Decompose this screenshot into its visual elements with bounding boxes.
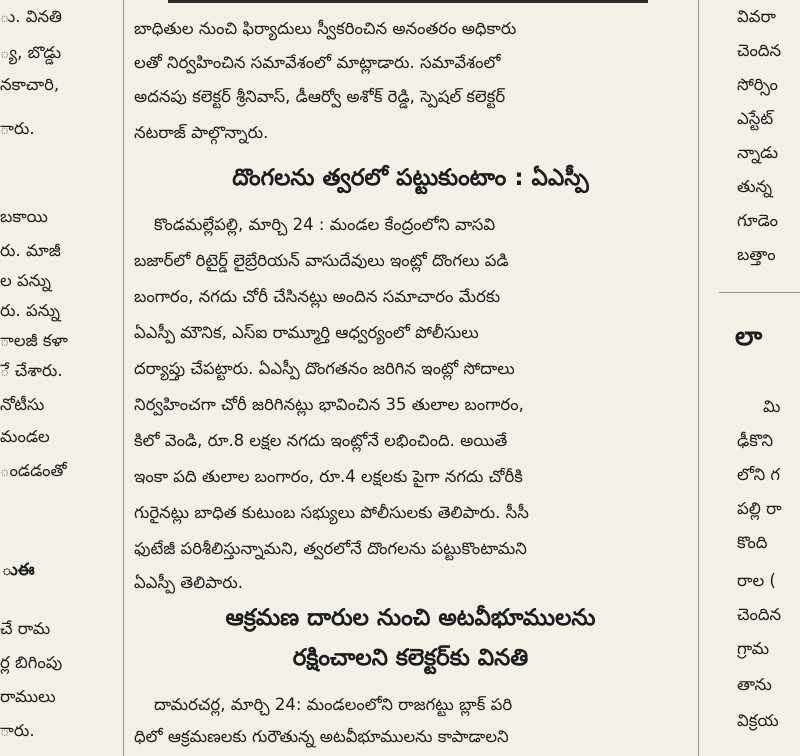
article1-text-line: కిలో వెండి, రూ.8 లక్షల నగదు ఇంట్లోనే లభించింది. అయితే (134, 431, 508, 450)
right-text-line: తాను (737, 675, 772, 694)
right-text-line: గ్రామ (737, 639, 770, 658)
article1-text-line: బంగారం, నగదు చోరీ చేసినట్లు అందిన సమాచారం మేరకు (134, 287, 501, 306)
left-text-line: ారు. (0, 721, 35, 740)
article1-text-line: గురైనట్లు బాధిత కుటుంబ సభ్యులు పోలీసులకు తెలిపారు. సీసీ (134, 503, 529, 522)
article1-text-line: నిర్వహించగా చోరీ జరిగినట్లు భావించిన 35 తులాల బంగారం, (134, 395, 524, 414)
article2-text-line: ధిలో ఆక్రమణలకు గురౌతున్న అటవీభూములను కాపాడాలని (134, 727, 509, 746)
left-text-line: రు. మాజీ (0, 241, 61, 260)
intro-text-line: లతో నిర్వహించిన సమావేశంలో మాట్లాడారు. సమావేశంలో (134, 53, 501, 72)
right-text-line: చెందిన (737, 605, 782, 624)
right-text-line: మి (763, 397, 781, 416)
right-text-line: విక్రయ (737, 711, 779, 730)
article1-text-line: దర్యాప్తు చేపట్టారు. ఏఎస్పీ దొంగతనం జరిగిన ఇంట్లో సోదాలు (134, 359, 515, 378)
left-column (0, 0, 118, 756)
left-text-line: ు. వినతి (0, 7, 62, 26)
column-divider (123, 0, 124, 756)
right-text-line: గూడెం (737, 211, 778, 230)
right-text-line: పల్లి రా (737, 499, 782, 518)
left-text-line: నకాచారి, (0, 75, 60, 94)
left-text-line: రాములు (0, 687, 56, 706)
cut-off-line-fragment (168, 0, 648, 7)
article1-headline: దొంగలను త్వరలో పట్టుకుంటాం : ఏఎస్పీ (232, 165, 589, 191)
right-text-line: ఎస్టేట్ (737, 109, 774, 128)
intro-text-line: బాధితుల నుంచి ఫిర్యాదులు స్వీకరించిన అనంతరం అధికారు (134, 19, 517, 38)
left-text-line: ర్ల బిగింపు (0, 653, 63, 672)
left-text-line: ాలజీ కళా (0, 331, 68, 350)
left-text-line: నోటీసు (0, 395, 45, 414)
middle-column (128, 0, 693, 756)
right-text-line: ఢీకొని (737, 431, 774, 450)
left-text-line: రు. పన్ను (0, 301, 60, 320)
left-text-line: ండడంతో (0, 461, 67, 480)
left-text-line: బకాయి (0, 207, 48, 226)
article1-text-line: ఏఎస్పీ తెలిపారు. (134, 573, 243, 592)
article1-text-line: ఏఎస్పీ మౌనిక, ఎస్ఐ రామ్మూర్తి ఆధ్వర్యంలో పోలీసులు (134, 323, 479, 342)
article1-text-line: ఇంకా పది తులాల బంగారం, రూ.4 లక్షలకు పైగా నగదు చోరీకి (134, 467, 523, 486)
left-text-line: ్య, బొడ్డు (0, 43, 62, 62)
intro-text-line: అదనపు కలెక్టర్ శ్రీనివాస్, డీఆర్వో అశోక్ రెడ్డి, స్పెషల్ కలెక్టర్ (134, 87, 506, 106)
right-text-line: బత్తాం (737, 245, 776, 264)
right-text-line: చెందిన (737, 41, 782, 60)
article1-text-line: కొండమల్లేపల్లి, మార్చి 24 : మండల కేంద్రంలోని వాసవి (154, 215, 496, 234)
section-divider (719, 292, 800, 293)
left-text-line: చే రామ (0, 619, 51, 638)
right-column (705, 0, 800, 756)
intro-text-line: నటరాజ్ పాల్గొన్నారు. (134, 123, 269, 142)
article2-headline-line2: రక్షించాలని కలెక్టర్‌కు వినతి (292, 645, 529, 671)
column-divider (698, 0, 699, 756)
right-text-line: తున్న (737, 177, 773, 196)
article1-text-line: ఫుటేజీ పరిశీలిస్తున్నామని, త్వరలోనే దొంగలను పట్టుకొంటామని (134, 539, 527, 558)
right-text-line: న్నాడు (737, 143, 779, 162)
right-text-line: రాల ( (737, 571, 776, 590)
right-text-line: లోని గ (737, 465, 781, 484)
left-text-line: ల పన్ను (0, 271, 51, 290)
right-text-line: కొంది (737, 533, 768, 552)
left-column-heading: ుఈ (2, 560, 35, 580)
article2-text-line: దామరచర్ల, మార్చి 24: మండలంలోని రాజగట్టు బ్లాక్ పరి (154, 695, 513, 714)
right-text-line: సోర్సిం (737, 75, 778, 94)
left-text-line: ారు. (0, 119, 35, 138)
left-text-line: ే చేశారు. (0, 361, 63, 380)
right-text-line: వివరా (737, 7, 776, 26)
article2-headline-line1: ఆక్రమణ దారుల నుంచి అటవీభూములను (225, 605, 596, 631)
article1-text-line: బజార్‌లో రిటైర్డ్ లైబ్రేరియన్ వాసుదేవులు ఇంట్లో దొంగలు పడి (134, 251, 509, 270)
left-text-line: మండల (0, 427, 50, 446)
right-column-heading: లా (735, 322, 763, 352)
